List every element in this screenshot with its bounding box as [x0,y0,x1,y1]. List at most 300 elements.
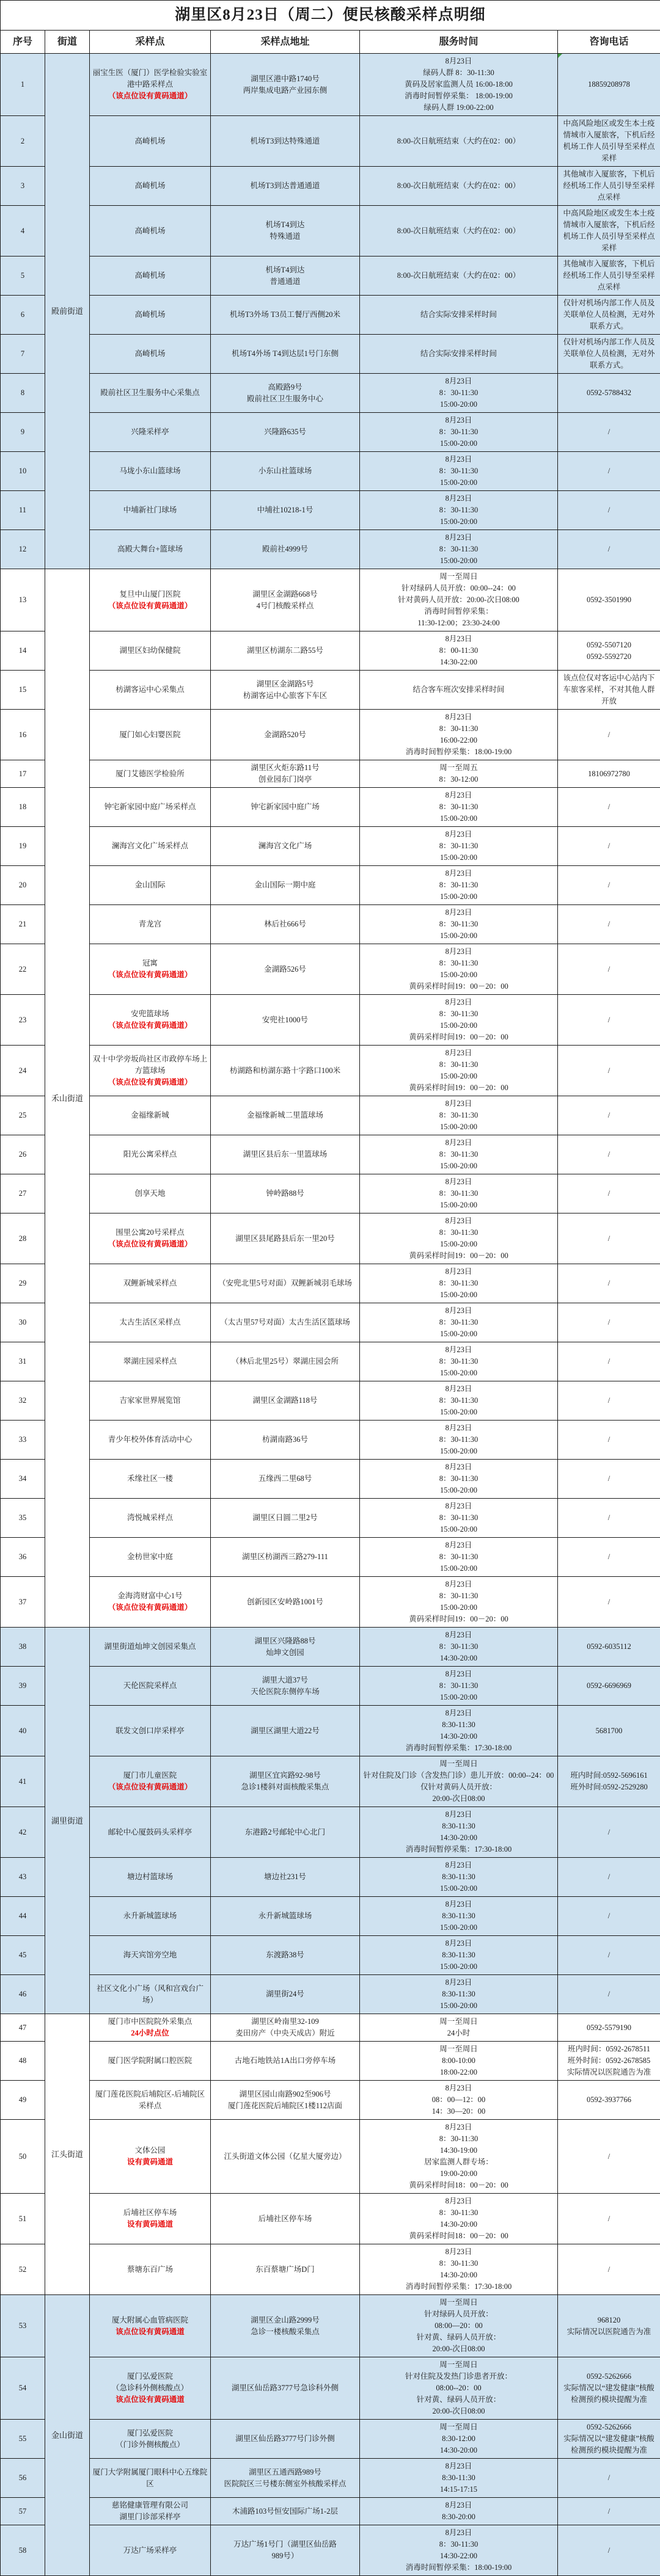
cell-text: 麦田房产（中央天成店）附近 [213,2028,357,2039]
cell-text: 湖里区枋湖西三路279-111 [213,1551,357,1563]
table-row [1,1756,660,1807]
cell-text: 8：30-11:30 [362,1059,555,1071]
cell-text: （林后北里25号）翠湖庄园会所 [213,1356,357,1367]
table-row [1,1577,660,1628]
cell-text: / [560,2472,658,2484]
cell-text: 15:00-20:00 [362,1289,555,1301]
cell-text: / [560,1278,658,1289]
cell-text: 8月23日 [362,1708,555,1719]
cell-text: 0592-6035112 [560,1641,658,1653]
cell-text: 8:30-11:30 [362,1910,555,1922]
cell-text: 班外时间:0592-2529280 [560,1781,658,1793]
cell-text: 39 [3,1680,42,1692]
row-number-cell [1,2420,45,2459]
table-row [1,1342,660,1381]
cell-text: 8：30-11:30 [362,387,555,399]
table-row [1,710,660,760]
table-row [1,1936,660,1975]
cell-text: 58 [3,2545,42,2556]
address-cell [211,1096,360,1135]
phone-cell [558,1756,660,1807]
phone-cell [558,1897,660,1936]
cell-text: 湾悦城采样点 [92,1512,208,1524]
cell-text: 8：30-11:30 [362,1278,555,1289]
cell-text: 湖里区兴隆路88号 [213,1635,357,1647]
site-name-cell [90,413,211,452]
cell-text: 5 [3,270,42,282]
phone-cell [558,944,660,995]
cell-text: 15:00-20:00 [362,399,555,410]
row-number-cell [1,374,45,413]
site-name-cell [90,2042,211,2081]
row-number-cell [1,2194,45,2244]
site-name-cell [90,1174,211,1213]
cell-text: 48 [3,2055,42,2067]
cell-text: 8月23日 [362,532,555,544]
table-row [1,866,660,905]
address-cell [211,1174,360,1213]
cell-text: 金山国际一期中庭 [213,879,357,891]
cell-text: 45 [3,1949,42,1961]
cell-text: 殿前社区卫生服务中心 [213,393,357,405]
cell-text: / [560,2213,658,2225]
service-time-cell [360,1897,558,1936]
cell-text: 高殿大舞台+篮球场 [92,544,208,555]
cell-text: 周一至周日 [362,571,555,583]
service-time-cell [360,116,558,167]
cell-text: 中高风险地区或发生本土疫情城市入厦旅客，下机后经机场工作人员引导至采样点采样 [560,118,658,164]
cell-text: 8：30-11:30 [362,2258,555,2269]
cell-text: 15:00-20:00 [362,1922,555,1934]
cell-text: 8：30-11:30 [362,504,555,516]
cell-text: / [560,1149,658,1160]
phone-cell [558,1135,660,1174]
cell-text: 澜海宫文化广场 [213,840,357,852]
cell-text: 8月23日 [362,1860,555,1871]
cell-text: 冠寓 [92,958,208,969]
cell-text: 8:00-次日航班结束（大约在02：00） [362,225,555,237]
row-number-cell [1,995,45,1046]
service-time-cell [360,905,558,944]
cell-text: 结合实际安排采样时间 [362,309,555,321]
phone-cell [558,631,660,671]
site-name-cell [90,167,211,206]
cell-text: 8月23日 [362,829,555,840]
site-name-cell [90,2420,211,2459]
phone-cell [558,866,660,905]
cell-text: 中高风险地区或发生本土疫情城市入厦旅客，下机后经机场工作人员引导至采样点采样 [560,208,658,254]
table-row [1,995,660,1046]
cell-text: 钟宅新家园中庭广场 [213,801,357,813]
cell-text: 金福缘新城 [92,1110,208,1121]
cell-text: / [560,1551,658,1563]
cell-text: / [560,426,658,438]
cell-text: 11 [3,504,42,516]
phone-cell [558,2357,660,2420]
table-row [1,1381,660,1421]
cell-text: 15:00-20:00 [362,813,555,824]
cell-text: 江头街道文体公园（亿星大厦旁边） [213,2151,357,2163]
cell-text: 该点位仅对客运中心站内下车旅客采样，不对其他人群开放 [560,672,658,707]
row-number-cell [1,1858,45,1897]
cell-text: 湖里区日圆二里2号 [213,1512,357,1524]
row-number-cell [1,760,45,788]
cell-text: 25 [3,1110,42,1121]
site-name-cell [90,2498,211,2525]
address-cell [211,1858,360,1897]
service-time-cell [360,257,558,296]
site-name-cell [90,1538,211,1577]
service-time-cell [360,788,558,827]
cell-text: 海天宾馆旁空地 [92,1949,208,1961]
site-name-cell [90,296,211,335]
phone-cell [558,1936,660,1975]
phone-cell [558,995,660,1046]
cell-text: 消毒时间暂停采集：18:00-19:00 [362,2562,555,2574]
cell-text: 8月23日 [362,2461,555,2472]
cell-text: 8 [3,387,42,399]
table-row [1,1628,660,1667]
cell-text: / [560,1233,658,1245]
table-row [1,2357,660,2420]
address-cell [211,710,360,760]
phone-cell [558,1381,660,1421]
cell-text: 14:30-22:00 [362,657,555,668]
cell-text: 968120 [560,2315,658,2326]
highlight-note: （该点位设有黄码通道） [92,1239,208,1250]
cell-text: 37 [3,1596,42,1608]
cell-text: / [560,1596,658,1608]
cell-text: 8：30-11:30 [362,723,555,735]
site-name-cell [90,257,211,296]
service-time-cell [360,1577,558,1628]
cell-text: 8:00-次日航班结束（大约在02：00） [362,270,555,282]
cell-text: 8月23日 [362,1501,555,1512]
site-name-cell [90,2194,211,2244]
cell-text: 湖里区仙岳路3777号急诊科外侧 [213,2382,357,2394]
cell-text: 21 [3,919,42,930]
phone-cell [558,1667,660,1706]
cell-text: 澜海宫文化广场采样点 [92,840,208,852]
cell-text: 8月23日 [362,2246,555,2258]
row-number-cell [1,296,45,335]
service-time-cell [360,1381,558,1421]
site-name-cell [90,1460,211,1499]
cell-text: 湖里区妇幼保健院 [92,645,208,657]
table-row [1,335,660,374]
cell-text: 消毒时间暂停采集： 18:00-19:00 [362,90,555,102]
cell-text: 机场T4到达 [213,264,357,276]
service-time-cell [360,1807,558,1858]
address-cell [211,569,360,631]
phone-cell [558,2295,660,2357]
header-row [1,31,660,54]
address-cell [211,1807,360,1858]
service-time-cell [360,2498,558,2525]
table-row [1,631,660,671]
cell-text: / [560,1317,658,1328]
cell-text: 8：30-11:30 [362,1110,555,1121]
site-name-cell [90,1096,211,1135]
cell-text: 8月23日 [362,56,555,67]
cell-text: 消毒时间暂停采集：17:30-18:00 [362,1742,555,1754]
row-number-cell [1,1897,45,1936]
service-time-cell [360,995,558,1046]
cell-text: 湖里区园山南路902至906号 [213,2089,357,2100]
table-row [1,1046,660,1096]
site-name-cell [90,1213,211,1264]
table-row [1,1460,660,1499]
cell-text: 4 [3,225,42,237]
table-row [1,760,660,788]
site-name-cell [90,1975,211,2014]
service-time-cell [360,491,558,530]
address-cell [211,1264,360,1303]
cell-text: 翠湖庄园采样点 [92,1356,208,1367]
cell-text: 绿码人群 19:00-22:00 [362,102,555,114]
cell-text: 8：30-11:30 [362,1317,555,1328]
address-cell [211,413,360,452]
cell-text: 文体公园 [92,2145,208,2156]
street-cell: 湖里街道 [45,1628,90,2014]
cell-text: 15:00-20:00 [362,516,555,528]
phone-cell [558,2081,660,2120]
service-time-cell [360,1213,558,1264]
service-time-cell [360,1756,558,1807]
cell-text: （安兜北里5号对面）双鲤新城羽毛球场 [213,1278,357,1289]
highlight-note: （该点位设有黄码通道） [92,1781,208,1793]
service-time-cell [360,2295,558,2357]
header-point: 采样点 [90,31,211,54]
phone-cell [558,1421,660,1460]
phone-cell-with-excel-marker [558,54,660,116]
site-name-cell [90,944,211,995]
row-number-cell [1,413,45,452]
cell-text: 40 [3,1725,42,1737]
phone-cell [558,1096,660,1135]
cell-text: 实际情况以“建发健康”核酸检测预约模块提醒为准 [560,2382,658,2406]
site-name-cell [90,1897,211,1936]
cell-text: 15:00-20:00 [362,1328,555,1340]
cell-text: 15:00-20:00 [362,1239,555,1250]
address-cell [211,1046,360,1096]
cell-text: / [560,1188,658,1199]
site-name-cell [90,995,211,1046]
row-number-cell [1,905,45,944]
address-cell [211,1667,360,1706]
cell-text: 47 [3,2022,42,2034]
address-cell [211,1381,360,1421]
cell-text: / [560,801,658,813]
site-name-cell [90,1936,211,1975]
cell-text: 8月23日 [362,1383,555,1395]
phone-cell [558,1706,660,1756]
address-cell [211,2420,360,2459]
table-row [1,116,660,167]
cell-text: 33 [3,1434,42,1446]
cell-text: 周一至周日 [362,1758,555,1770]
cell-text: 15:00-20:00 [362,1563,555,1574]
table-row [1,206,660,257]
site-name-cell [90,631,211,671]
cell-text: 机场T4外场 T4到达层1号门东侧 [213,348,357,360]
table-row [1,1975,660,2014]
cell-text: 湖里区金山路2999号 [213,2315,357,2326]
service-time-cell [360,167,558,206]
cell-text: 8月23日 [362,868,555,879]
table-row [1,1538,660,1577]
row-number-cell [1,1756,45,1807]
table-row [1,2244,660,2295]
row-number-cell [1,206,45,257]
address-cell [211,1936,360,1975]
address-cell [211,760,360,788]
table-row [1,827,660,866]
row-number-cell [1,1706,45,1756]
cell-text: 仅针对机场内部工作人员及关联单位人员检测，无对外联系方式。 [560,297,658,332]
cell-text: 15:00-20:00 [362,555,555,567]
cell-text: 8：30-11:30 [362,426,555,438]
cell-text: （太古里57号对面）太古生活区篮球场 [213,1317,357,1328]
cell-text: 15:00-20:00 [362,1071,555,1082]
cell-text: 8：30-11:30 [362,2539,555,2550]
cell-text: 针对黄、绿码人员开放： [362,2394,555,2406]
cell-text: 湖里街道灿坤文创园采集点 [92,1641,208,1653]
cell-text: / [560,2151,658,2163]
cell-text: 8:30-11:30 [362,2472,555,2484]
cell-text: 14:30-20:00 [362,2445,555,2456]
site-name-cell [90,1706,211,1756]
cell-text: 黄码采样时间19：00－20：00 [362,1250,555,1262]
cell-text: 8:30-12:00 [362,2433,555,2445]
site-name-cell [90,1807,211,1858]
row-number-cell [1,2357,45,2420]
cell-text: 8：30-11:30 [362,840,555,852]
cell-text: 24 [3,1065,42,1077]
highlight-note: 设有黄码通道 [92,2156,208,2168]
site-name-cell [90,1381,211,1421]
cell-text: 7 [3,348,42,360]
cell-text: 30 [3,1317,42,1328]
service-time-cell [360,296,558,335]
phone-cell [558,1577,660,1628]
cell-text: 黄码采样时间18：00－20：00 [362,2180,555,2191]
cell-text: 14:15-17:15 [362,2484,555,2495]
cell-text: 高崎机场 [92,225,208,237]
cell-text: 钟宅新家园中庭广场采样点 [92,801,208,813]
cell-text: 8月23日 [362,415,555,426]
cell-text: 8:30-11:30 [362,1719,555,1731]
phone-cell [558,257,660,296]
service-time-cell [360,710,558,760]
cell-text: 8：30-11:30 [362,1680,555,1692]
cell-text: 后埔社区停车场 [92,2207,208,2219]
site-name-cell [90,206,211,257]
site-name-cell [90,452,211,491]
address-cell [211,2244,360,2295]
cell-text: 36 [3,1551,42,1563]
cell-text: 针对住院及发热门诊患者开放： [362,2371,555,2382]
cell-text: 20 [3,879,42,891]
cell-text: 4号门核酸采样点 [213,600,357,612]
cell-text: 8月23日 [362,1137,555,1149]
address-cell [211,335,360,374]
header-serial: 序号 [1,31,45,54]
cell-text: 8月23日 [362,454,555,465]
cell-text: 8月23日 [362,2122,555,2133]
row-number-cell [1,1303,45,1342]
cell-text: 8：30-11:30 [362,1434,555,1446]
cell-text: 双十中学旁坂尚社区市政停车场上方篮球场 [92,1053,208,1077]
cell-text: 金福缘新城二里篮球场 [213,1110,357,1121]
cell-text: 15:00-20:00 [362,1367,555,1379]
cell-text: 消毒时间暂停采集： [362,606,555,617]
cell-text: 太古生活区采样点 [92,1317,208,1328]
cell-text: 班内时间：0592-2678511 [560,2043,658,2055]
cell-text: 50 [3,2151,42,2163]
cell-text: 8月23日 [362,1629,555,1641]
cell-text: 湖里区金湖路5号 [213,679,357,690]
cell-text: 机场T4到达 [213,219,357,231]
cell-text: 8:30-20:00 [362,2511,555,2523]
cell-text: 万达广场采样亭 [92,2545,208,2556]
cell-text: 周一至周日 [362,2297,555,2309]
cell-text: 湖里区县后东一里篮球场 [213,1149,357,1160]
table-row [1,1096,660,1135]
cell-text: 8：30-11:30 [362,1149,555,1160]
service-time-cell [360,827,558,866]
cell-text: 万达广场1号门（湖里区仙岳路 [213,2539,357,2550]
site-name-cell [90,1667,211,1706]
cell-text: 8：30-11:30 [362,1473,555,1485]
cell-text: 18859208978 [560,79,658,90]
phone-cell [558,1975,660,2014]
cell-text: 仅针对机场内部工作人员及关联单位人员检测，无对外联系方式。 [560,337,658,371]
cell-text: 43 [3,1871,42,1883]
phone-cell [558,710,660,760]
cell-text: 0592-5788432 [560,387,658,399]
cell-text: 木浦路103号恒安国际广场1-2层 [213,2506,357,2517]
table-row [1,167,660,206]
cell-text: 51 [3,2213,42,2225]
table-row [1,1303,660,1342]
row-number-cell [1,1975,45,2014]
cell-text: 慈铭健康管理有限公司 [92,2500,208,2511]
table-row [1,569,660,631]
cell-text: 26 [3,1149,42,1160]
cell-text: 湖里区金湖路118号 [213,1395,357,1406]
cell-text: 15:00-20:00 [362,1692,555,1703]
street-cell: 禾山街道 [45,569,90,1628]
row-number-cell [1,2120,45,2194]
cell-text: 15:00-20:00 [362,1199,555,1211]
cell-text: 57 [3,2506,42,2517]
service-time-cell [360,2244,558,2295]
row-number-cell [1,54,45,116]
phone-cell [558,1264,660,1303]
title-row [1,1,660,31]
cell-text: 16 [3,729,42,741]
address-cell [211,905,360,944]
row-number-cell [1,710,45,760]
cell-text: 厦门弘爱医院 [92,2428,208,2439]
service-time-cell [360,1264,558,1303]
service-time-cell [360,569,558,631]
phone-cell [558,2244,660,2295]
table-row [1,2014,660,2042]
cell-text: 8:30-11:30 [362,1949,555,1961]
table-row [1,2525,660,2576]
